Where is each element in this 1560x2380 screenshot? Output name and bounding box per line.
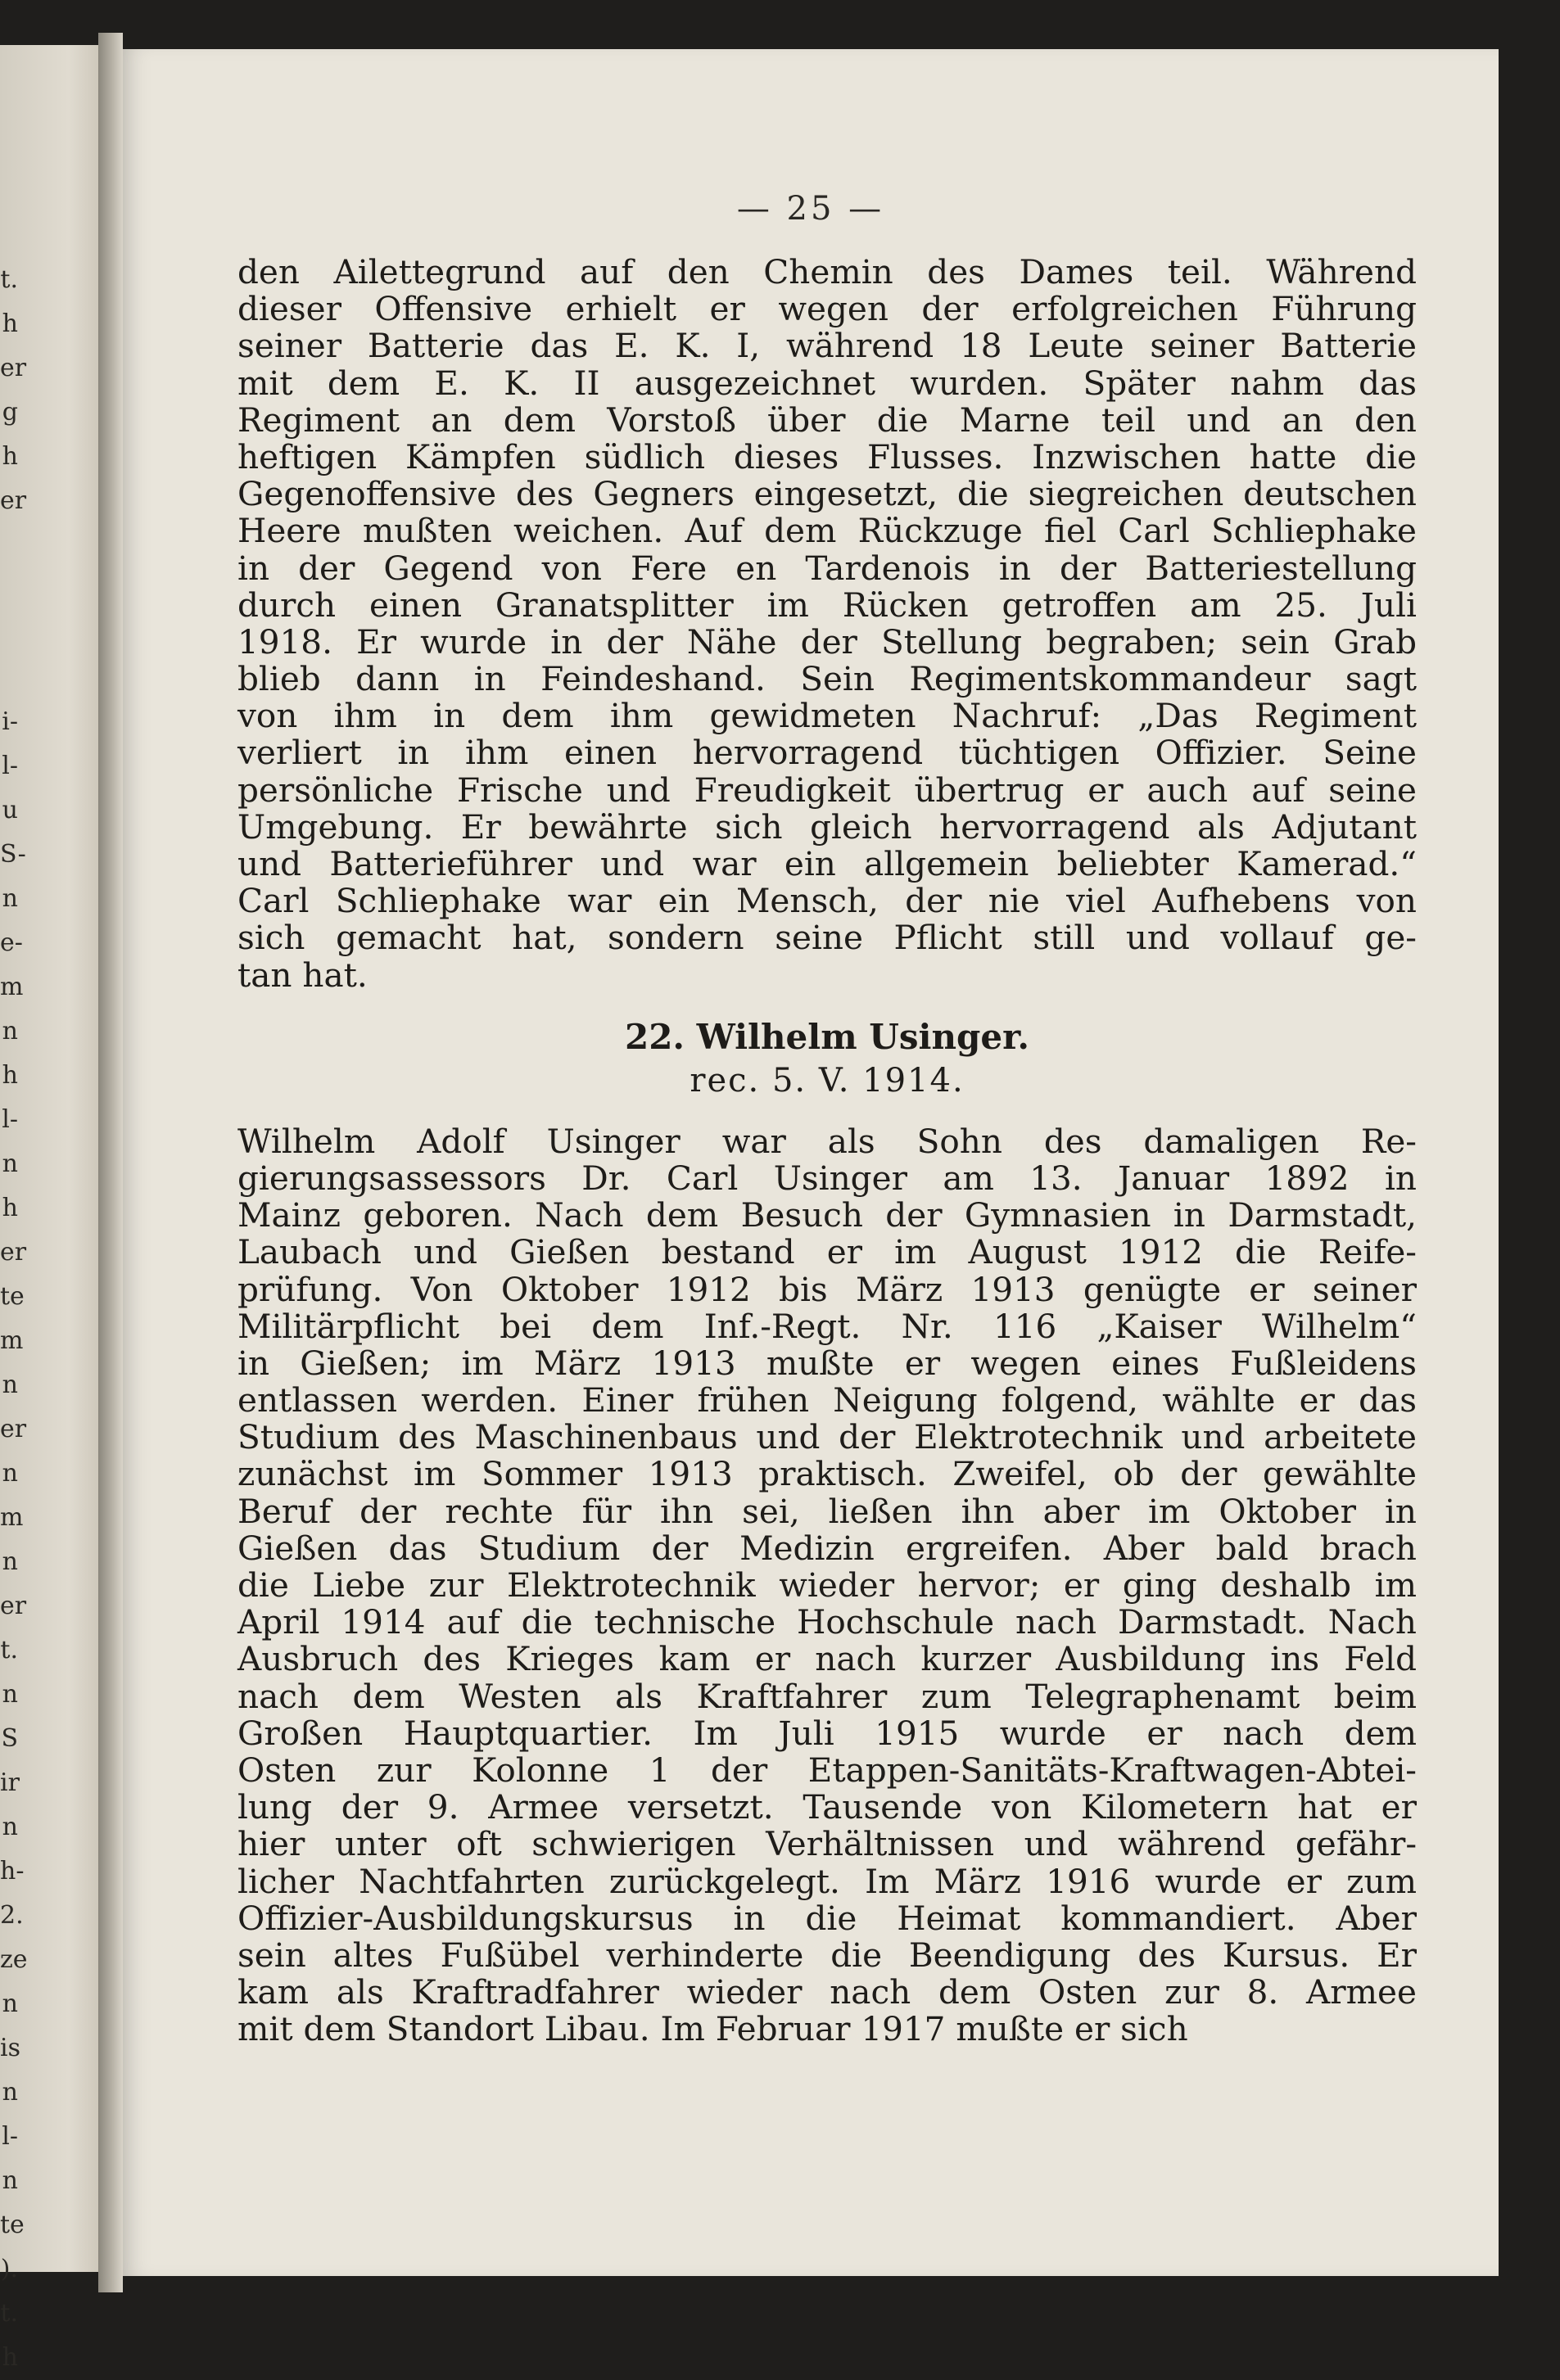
text-line: hier unter oft schwierigen Verhältnissen und während gefähr- [237,1824,1417,1864]
paragraph-schliephake [237,254,1417,994]
paragraph-usinger [237,1123,1417,2048]
text-line: heftigen Kämpfen südlich dieses Flusses. Inzwischen hatte die [237,436,1417,476]
text-line: Osten zur Kolonne 1 der Etappen-Sanitäts-Kraftwagen-Abtei- [237,1750,1417,1790]
text-line: Laubach und Gießen bestand er im August 1912 die Reife- [237,1232,1417,1272]
text-line: Wilhelm Adolf Usinger war als Sohn des damaligen Re- [237,1121,1417,1161]
text-line: zunächst im Sommer 1913 praktisch. Zweifel, ob der gewählte [237,1454,1417,1494]
text-line: von ihm in dem ihm gewidmeten Nachruf: „Das Regiment [237,696,1417,736]
text-line: mit dem Standort Libau. Im Februar 1917 mußte er sich [237,2009,1188,2049]
text-line: den Ailettegrund auf den Chemin des Dames teil. Während [237,252,1417,291]
text-line: in der Gegend von Fere en Tardenois in der Batteriestellung [237,548,1417,588]
text-line: gierungsassessors Dr. Carl Usinger am 13. Januar 1892 in [237,1158,1417,1198]
text-line: kam als Kraftradfahrer wieder nach dem Osten zur 8. Armee [237,1972,1417,2012]
text-line: Umgebung. Er bewährte sich gleich hervorragend als Adjutant [237,806,1417,847]
section-heading: 22. Wilhelm Usinger. [624,1016,1030,1057]
text-line: Großen Hauptquartier. Im Juli 1915 wurde er nach dem [237,1713,1417,1753]
text-line: seiner Batterie das E. K. I, während 18 Leute seiner Batterie [237,326,1417,366]
text-line: Gießen das Studium der Medizin ergreifen. Aber bald brach [237,1528,1417,1568]
text-line: Mainz geboren. Nach dem Besuch der Gymnasien in Darmstadt, [237,1195,1417,1235]
book-gutter [98,33,123,2292]
text-line: nach dem Westen als Kraftfahrer zum Telegraphenamt beim [237,1676,1417,1716]
previous-page-text: t. h er g h er i- l- u S- n e- m n h l- n h er te m n er n m n er t. n S ir n h- 2. ze n is n l- n te ). t. h [0,265,28,2372]
text-line: dieser Offensive erhielt er wegen der erfolgreichen Führung [237,289,1417,329]
text-line: blieb dann in Feindeshand. Sein Regimentskommandeur sagt [237,659,1417,699]
text-line: persönliche Frische und Freudigkeit übertrug er auch auf seine [237,770,1417,810]
section-subheading: rec. 5. V. 1914. [690,1061,965,1100]
text-line: sein altes Fußübel verhinderte die Beendigung des Kursus. Er [237,1935,1417,1975]
text-line: Militärpflicht bei dem Inf.-Regt. Nr. 116 „Kaiser Wilhelm“ [237,1306,1417,1346]
previous-page-edge [0,45,98,2372]
text-line: prüfung. Von Oktober 1912 bis März 1913 genügte er seiner [237,1269,1417,1309]
text-line: licher Nachtfahrten zurückgelegt. Im März 1916 wurde er zum [237,1861,1417,1901]
text-line: Studium des Maschinenbaus und der Elektrotechnik und arbeitete [237,1417,1417,1457]
text-block [237,254,1417,2048]
text-line: die Liebe zur Elektrotechnik wieder hervor; er ging deshalb im [237,1565,1417,1605]
page-number: — 25 — [736,190,885,228]
text-line: und Batterieführer und war ein allgemein beliebter Kamerad.“ [237,844,1417,883]
text-line: sich gemacht hat, sondern seine Pflicht still und vollauf ge- [237,918,1417,958]
text-line: April 1914 auf die technische Hochschule nach Darmstadt. Nach [237,1602,1417,1642]
text-line: entlassen werden. Einer frühen Neigung folgend, wählte er das [237,1380,1417,1420]
text-line: tan hat. [237,955,368,995]
text-line: verliert in ihm einen hervorragend tüchtigen Offizier. Seine [237,733,1417,773]
text-line: durch einen Granatsplitter im Rücken getroffen am 25. Juli [237,585,1417,625]
text-line: Regiment an dem Vorstoß über die Marne teil und an den [237,400,1417,440]
text-line: mit dem E. K. II ausgezeichnet wurden. Später nahm das [237,363,1417,403]
book-page [123,49,1499,2276]
text-line: Gegenoffensive des Gegners eingesetzt, die siegreichen deutschen [237,474,1417,514]
text-line: Beruf der rechte für ihn sei, ließen ihn aber im Oktober in [237,1491,1417,1531]
text-line: 1918. Er wurde in der Nähe der Stellung begraben; sein Grab [237,621,1417,662]
text-line: Carl Schliephake war ein Mensch, der nie viel Aufhebens von [237,881,1417,921]
text-line: Ausbruch des Krieges kam er nach kurzer Ausbildung ins Feld [237,1639,1417,1679]
text-line: in Gießen; im März 1913 mußte er wegen eines Fußleidens [237,1343,1417,1383]
text-line: lung der 9. Armee versetzt. Tausende von Kilometern hat er [237,1787,1417,1827]
text-line: Offizier-Ausbildungskursus in die Heimat kommandiert. Aber [237,1898,1417,1938]
text-line: Heere mußten weichen. Auf dem Rückzuge fiel Carl Schliephake [237,511,1417,551]
